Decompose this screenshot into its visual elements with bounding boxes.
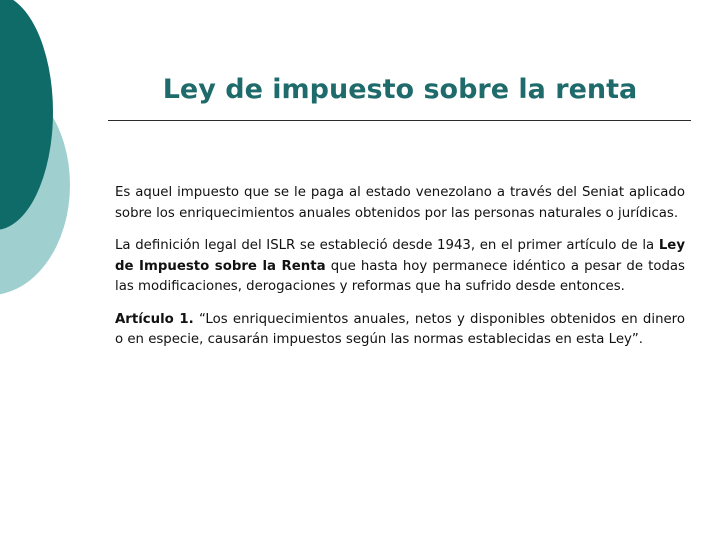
title-divider	[108, 120, 691, 121]
paragraph-history	[115, 236, 685, 298]
law-name: Ley de Impuesto sobre la Renta	[115, 238, 685, 274]
history-text-after: que hasta hoy permanece idéntico a pesar de todas las modificaciones, derogaciones y reformas que ha sufrido desde entonces.	[115, 258, 685, 294]
article-label: Artículo 1.	[115, 311, 194, 327]
slide-title: Ley de impuesto sobre la renta	[162, 74, 638, 105]
paragraph-article-1	[115, 310, 685, 351]
paragraph-definition: Es aquel impuesto que se le paga al estado venezolano a través del Seniat aplicado sobre los enriquecimientos anuales obtenidos por las personas naturales o jurídicas.	[115, 185, 685, 221]
history-text-before: La definición legal del ISLR se estableció desde 1943, en el primer artículo de la	[115, 238, 659, 253]
slide-body	[115, 183, 685, 363]
article-text: “Los enriquecimientos anuales, netos y disponibles obtenidos en dinero o en especie, causarán impuestos según las normas establecidas en esta Ley”.	[115, 311, 685, 347]
decorative-circles	[0, 0, 110, 300]
